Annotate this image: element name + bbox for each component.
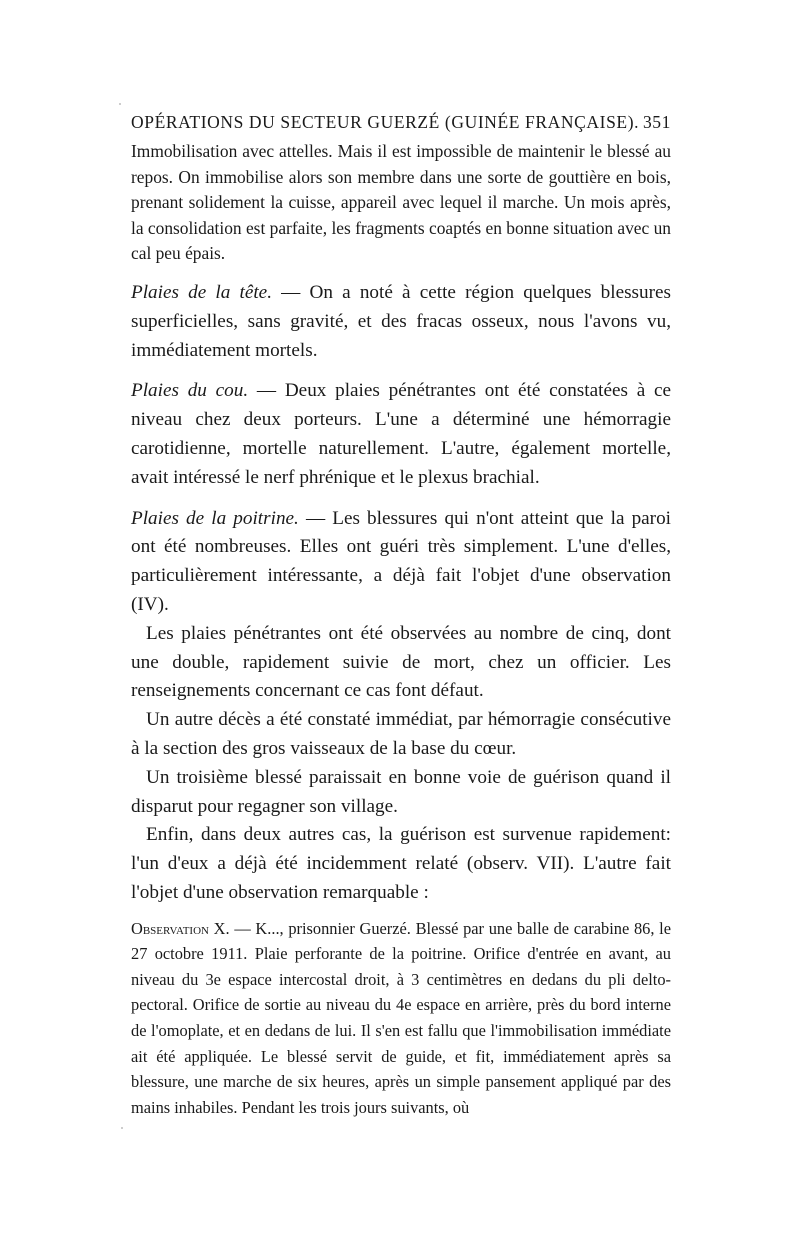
running-title: OPÉRATIONS DU SECTEUR GUERZÉ (GUINÉE FRANÇAISE).	[131, 112, 640, 132]
paragraph-immobilisation: Immobilisation avec attelles. Mais il est impossible de maintenir le blessé au repos. On immobilise alors son membre dans une sorte de gouttière en bois, prenant solidement la cuisse, appareil avec lequel il marche. Un mois après, la consolidation est parfaite, les fragments coaptés en bonne situation avec un cal peu épais.	[131, 141, 671, 264]
paragraph-autre-deces: Un autre décès a été constaté immédiat, par hémorragie consécutive à la section des gros vaisseaux de la base du cœur.	[131, 709, 671, 759]
section-heading-poitrine: Plaies de la poitrine.	[131, 507, 299, 529]
page-number: 351	[642, 112, 671, 132]
section-body-tete: — On a noté à cette région quelques blessures superficielles, sans gravité, et des fracas osseux, nous l'avons vu, immédiatement mortels.	[131, 281, 671, 361]
paragraph-plaies-penetrantes: Les plaies pénétrantes ont été observées au nombre de cinq, dont une double, rapidement suivie de mort, chez un officier. Les renseignements concernant ce cas font défaut.	[131, 622, 671, 702]
section-body-poitrine: — Les blessures qui n'ont atteint que la paroi ont été nombreuses. Elles ont guéri très simplement. L'une d'elles, particulièrement intéressante, a déjà fait l'objet d'une observation (IV).	[131, 507, 671, 615]
observation-body: — K..., prisonnier Guerzé. Blessé par une balle de carabine 86, le 27 octobre 1911. Plaie perforante de la poitrine. Orifice d'entrée en avant, au niveau du 3e espace intercostal droit, à 3 centimètres en dedans du pli delto-pectoral. Orifice de sortie au niveau du 4e espace en arrière, près du bord interne de l'omoplate, et en dedans de lui. Il s'en est fallu que l'immobilisation immédiate ait été appliquée. Le blessé servit de guide, et fit, immédiatement après sa blessure, une marche de six heures, après un simple pansement appliqué par des mains inhabiles. Pendant les trois jours suivants, où	[131, 918, 671, 1117]
running-head	[131, 112, 671, 133]
paragraph-enfin: Enfin, dans deux autres cas, la guérison est survenue rapidement: l'un d'eux a déjà été incidemment relaté (observ. VII). L'autre fait l'objet d'une observation remarquable :	[131, 824, 671, 903]
book-page	[131, 112, 671, 1120]
paragraph-plaies-tete	[131, 279, 671, 365]
paragraph-plaies-poitrine	[131, 505, 671, 620]
paragraph-troisieme-blesse: Un troisième blessé paraissait en bonne voie de guérison quand il disparut pour regagner son village.	[131, 766, 671, 817]
section-heading-tete: Plaies de la tête.	[131, 281, 272, 303]
section-body-cou: — Deux plaies pénétrantes ont été constatées à ce niveau chez deux porteurs. L'une a déterminé une hémorragie carotidienne, mortelle naturellement. L'autre, également mortelle, avait intéressé le nerf phrénique et le plexus brachial.	[131, 380, 671, 488]
paragraph-plaies-cou	[131, 377, 671, 492]
paragraph-observation-x	[131, 916, 671, 1121]
section-heading-cou: Plaies du cou.	[131, 380, 249, 402]
observation-heading: Observation X.	[131, 918, 230, 938]
